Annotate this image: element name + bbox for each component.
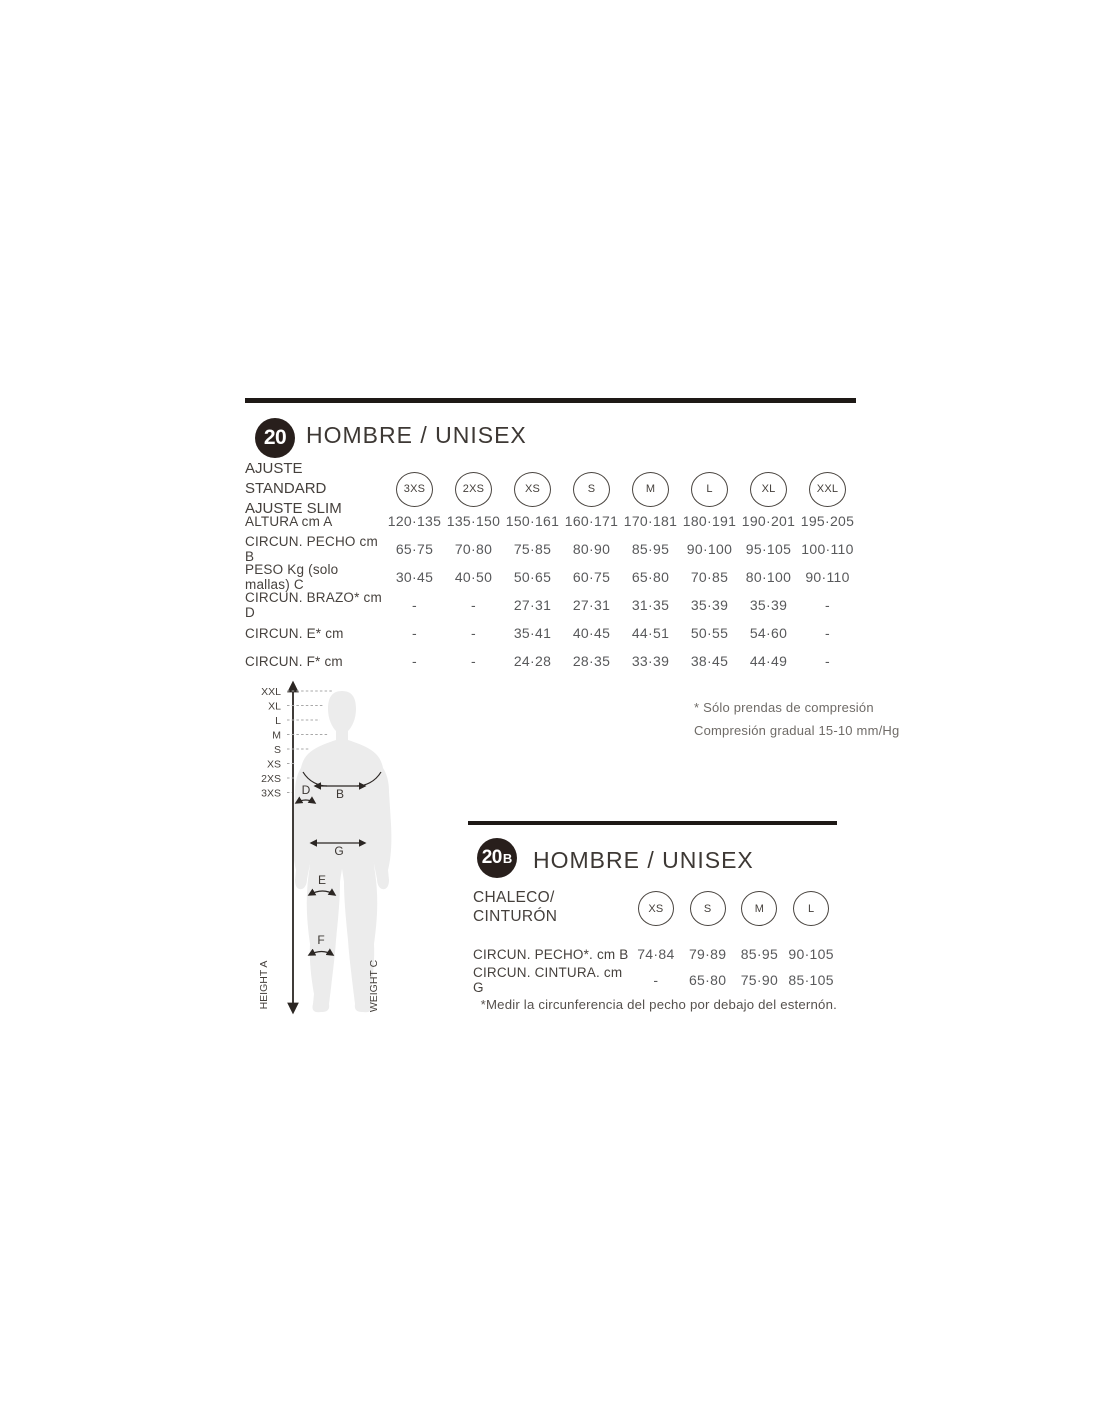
scale-label-3xs: 3XS	[261, 787, 281, 800]
size-badge-xxl	[809, 472, 846, 507]
value-cell: 40·45	[572, 625, 611, 641]
scale-label-xl: XL	[268, 700, 281, 713]
value-cell: 65·80	[688, 972, 727, 988]
table-row-vest-pecho	[473, 941, 837, 967]
scale-label-s: S	[273, 744, 281, 756]
value-cell: 80·100	[745, 569, 792, 585]
value-cell: 95·105	[745, 541, 792, 557]
value-cell: -	[412, 625, 417, 641]
value-cell: 79·89	[688, 946, 727, 962]
measure-label-g: G	[334, 844, 344, 858]
note-gradual-compression: Compresión gradual 15-10 mm/Hg	[694, 722, 900, 738]
section1-badge	[255, 418, 295, 458]
fit-slim-label: AJUSTE SLIM	[245, 500, 342, 517]
value-cell: -	[412, 653, 417, 669]
vest-size-badge-m	[741, 891, 777, 926]
table-row-circun-e	[245, 619, 857, 647]
product-label	[473, 888, 557, 926]
value-cell: 80·90	[572, 541, 611, 557]
value-cell: 85·95	[740, 946, 779, 962]
value-cell: 135·150	[446, 513, 501, 529]
table-row-brazo	[245, 591, 857, 619]
value-cell: 70·85	[690, 569, 729, 585]
value-cell: 170·181	[623, 513, 678, 529]
value-cell: 180·191	[682, 513, 737, 529]
size-badge-xl	[750, 472, 787, 507]
value-cell: 160·171	[564, 513, 619, 529]
value-cell: 90·100	[686, 541, 733, 557]
size-label: S	[703, 902, 712, 915]
value-cell: 195·205	[800, 513, 855, 529]
size-badge-xs	[514, 472, 551, 507]
value-cell: 54·60	[749, 625, 788, 641]
product-label-line1: CHALECO/	[473, 889, 555, 906]
vest-size-table	[473, 941, 837, 993]
table-row-vest-cintura	[473, 967, 837, 993]
vest-size-header	[630, 891, 837, 926]
value-cell: 74·84	[637, 946, 675, 962]
row-label: CIRCUN. E* cm	[245, 625, 344, 641]
value-cell: 90·110	[805, 569, 850, 585]
value-cell: -	[471, 625, 476, 641]
size-label: S	[587, 483, 596, 495]
value-cell: -	[825, 597, 830, 613]
value-cell: 65·80	[631, 569, 670, 585]
row-label: CIRCUN. F* cm	[245, 653, 343, 669]
value-cell: -	[653, 972, 659, 988]
row-label: CIRCUN. CINTURA. cm G	[473, 965, 623, 995]
scale-label-l: L	[275, 715, 281, 727]
value-cell: 28·35	[572, 653, 611, 669]
value-cell: 35·39	[690, 597, 729, 613]
table-row-pecho	[245, 535, 857, 563]
section2-badge	[477, 838, 517, 878]
row-label: CIRCUN. BRAZO* cm D	[245, 590, 382, 620]
row-label: ALTURA cm A	[245, 513, 333, 529]
section1-divider-bar	[245, 398, 856, 403]
value-cell: 44·51	[631, 625, 670, 641]
section2-badge-letter: B	[502, 850, 513, 866]
row-label: PESO Kg (solo mallas) C	[245, 562, 339, 592]
size-label: XXL	[816, 483, 839, 495]
size-scale-labels	[261, 686, 281, 800]
section2-divider-bar	[468, 821, 837, 825]
row-label: CIRCUN. PECHO cm B	[245, 534, 378, 564]
scale-label-2xs: 2XS	[261, 773, 281, 785]
scale-label-m: M	[272, 729, 281, 742]
section1-title: HOMBRE / UNISEX	[306, 422, 527, 448]
value-cell: -	[471, 597, 476, 613]
value-cell: 44·49	[749, 653, 788, 669]
measure-label-e: E	[317, 873, 327, 887]
value-cell: 24·28	[513, 653, 552, 669]
size-label: 3XS	[403, 483, 426, 495]
scale-label-xs: XS	[266, 758, 281, 771]
size-label: L	[706, 483, 713, 495]
value-cell: 90·105	[788, 946, 834, 962]
section2-badge-number: 20	[481, 847, 502, 868]
value-cell: 33·39	[631, 653, 670, 669]
value-cell: 85·105	[788, 972, 834, 988]
note-compression-only: * Sólo prendas de compresión	[694, 700, 874, 715]
table-row-peso	[245, 563, 857, 591]
size-label: M	[754, 902, 765, 915]
value-cell: 190·201	[741, 513, 796, 529]
weight-axis-label: WEIGHT C	[368, 959, 380, 1013]
table-row-altura	[245, 507, 857, 535]
value-cell: 38·45	[690, 653, 729, 669]
section1-badge-number: 20	[263, 426, 287, 449]
value-cell: 75·90	[740, 972, 779, 988]
size-badge-3xs	[396, 472, 433, 507]
value-cell: 50·65	[513, 569, 552, 585]
scale-label-xxl: XXL	[261, 686, 281, 698]
value-cell: 150·161	[505, 513, 560, 529]
value-cell: 27·31	[572, 597, 611, 613]
row-label: CIRCUN. PECHO*. cm B	[473, 946, 629, 962]
compression-notes	[694, 697, 899, 742]
fit-standard-label: AJUSTE STANDARD	[245, 460, 327, 497]
vest-size-badge-xs	[638, 891, 674, 926]
body-measurement-diagram	[247, 672, 409, 1020]
measure-label-b: B	[335, 787, 345, 801]
value-cell: 35·39	[749, 597, 788, 613]
value-cell: 35·41	[513, 625, 552, 641]
value-cell: 27·31	[513, 597, 552, 613]
value-cell: 100·110	[801, 541, 854, 557]
vest-size-badge-s	[690, 891, 726, 926]
size-label: L	[807, 902, 815, 915]
value-cell: 30·45	[395, 569, 434, 585]
value-cell: 70·80	[454, 541, 493, 557]
size-label: XL	[761, 483, 776, 495]
value-cell: 120·135	[387, 513, 442, 529]
height-axis-label: HEIGHT A	[258, 960, 270, 1010]
size-label: XS	[648, 902, 664, 915]
vest-size-badge-l	[793, 891, 829, 926]
value-cell: -	[471, 653, 476, 669]
measure-label-f: F	[317, 933, 325, 947]
section2-title: HOMBRE / UNISEX	[533, 847, 754, 873]
value-cell: 40·50	[454, 569, 493, 585]
size-table-header	[245, 460, 857, 517]
value-cell: -	[825, 653, 830, 669]
size-label: M	[645, 483, 656, 495]
value-cell: -	[825, 625, 830, 641]
table-row-circun-f	[245, 647, 857, 675]
size-badge-m	[632, 472, 669, 507]
size-table-body	[245, 507, 857, 675]
value-cell: 50·55	[690, 625, 729, 641]
size-label: 2XS	[462, 483, 485, 495]
size-label: XS	[524, 483, 541, 495]
value-cell: 65·75	[395, 541, 434, 557]
measure-label-d: D	[301, 783, 311, 797]
value-cell: 60·75	[572, 569, 611, 585]
size-badge-2xs	[455, 472, 492, 507]
value-cell: 75·85	[513, 541, 552, 557]
product-label-line2: CINTURÓN	[473, 908, 558, 925]
value-cell: 85·95	[631, 541, 670, 557]
measurement-instruction-note: *Medir la circunferencia del pecho por debajo del esternón.	[480, 997, 837, 1012]
size-badge-s	[573, 472, 610, 507]
size-badge-l	[691, 472, 728, 507]
value-cell: -	[412, 597, 417, 613]
value-cell: 31·35	[631, 597, 670, 613]
